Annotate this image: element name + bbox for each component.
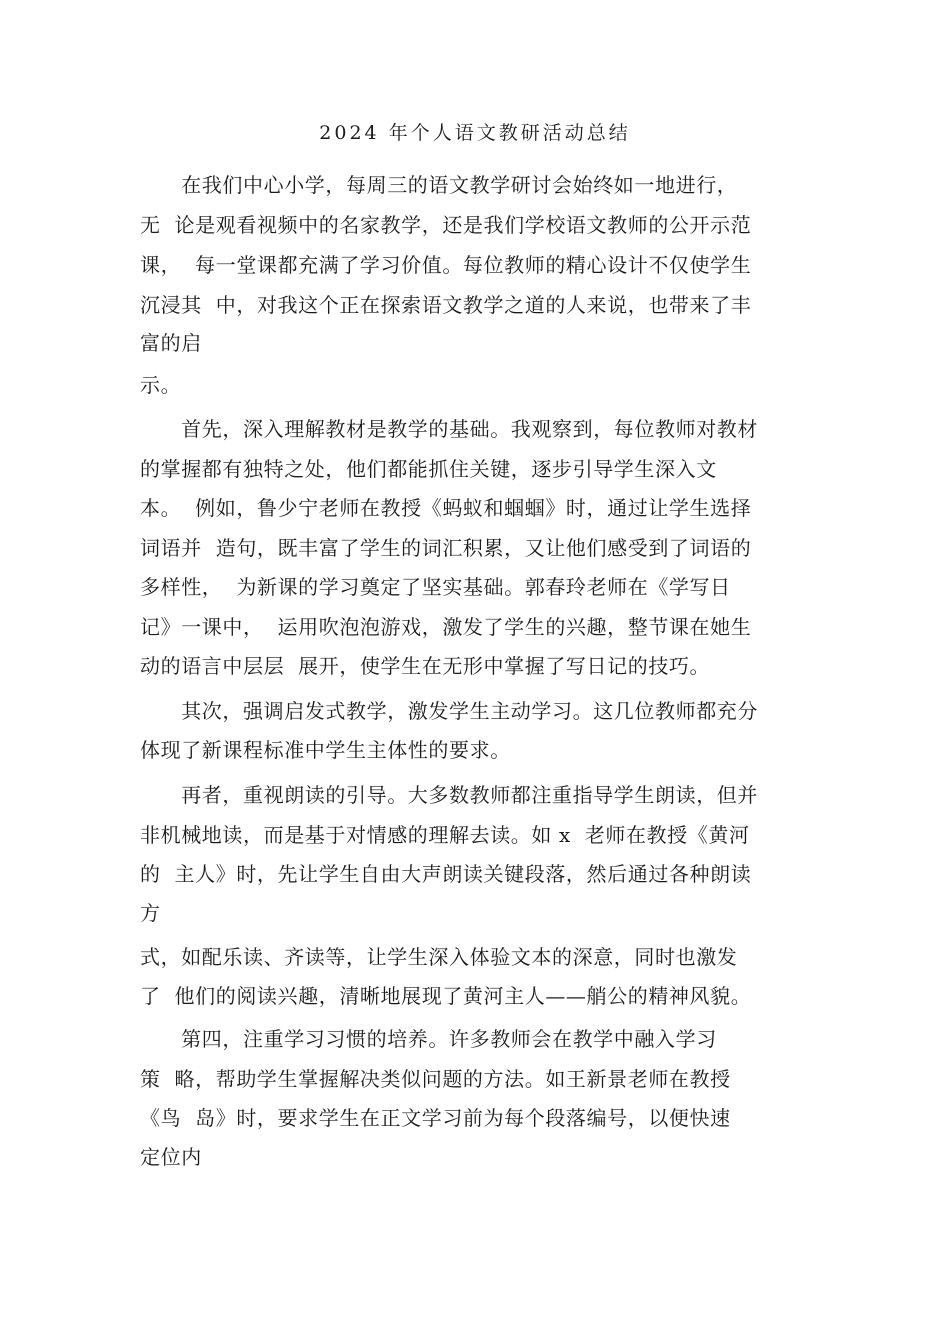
body-line: 多样性， 为新课的学习奠定了坚实基础。郭春玲老师在《学写日	[140, 575, 731, 599]
body-line: 示。	[140, 373, 182, 397]
body-line: 首先，深入理解教材是教学的基础。我观察到，每位教师对教材	[140, 417, 758, 441]
body-line: 《鸟 岛》时，要求学生在正文学习前为每个段落编号，以便快速	[140, 1106, 731, 1130]
body-line: 第四，注重学习习惯的培养。许多教师会在教学中融入学习	[140, 1027, 717, 1051]
body-line: 动的语言中层层 展开，使学生在无形中掌握了写日记的技巧。	[140, 654, 711, 678]
body-line: 词语并 造句，既丰富了学生的词汇积累，又让他们感受到了词语的	[140, 536, 752, 560]
body-line: 富的启	[140, 331, 202, 355]
body-line: 再者，重视朗读的引导。大多数教师都注重指导学生朗读，但并	[140, 783, 758, 807]
body-line: 了 他们的阅读兴趣，清晰地展现了黄河主人——艄公的精神风貌。	[140, 984, 752, 1008]
body-line: 在我们中心小学，每周三的语文教学研讨会始终如一地进行，	[140, 173, 738, 197]
body-line: 的掌握都有独特之处，他们都能抓住关键，逐步引导学生深入文	[140, 457, 717, 481]
body-line: 策 略，帮助学生掌握解决类似问题的方法。如王新景老师在教授	[140, 1067, 731, 1091]
body-line: 其次，强调启发式教学，激发学生主动学习。这几位教师都充分	[140, 699, 758, 723]
document-title: 2024 年个人语文教研活动总结	[319, 122, 631, 144]
body-line: 无 论是观看视频中的名家教学，还是我们学校语文教师的公开示范	[140, 213, 752, 237]
body-line: 的 主人》时，先让学生自由大声朗读关键段落，然后通过各种朗读	[140, 862, 752, 886]
body-line: 式，如配乐读、齐读等，让学生深入体验文本的深意，同时也激发	[140, 945, 738, 969]
body-line: 定位内	[140, 1145, 202, 1169]
body-line: 非机械地读，而是基于对情感的理解去读。如 x 老师在教授《黄河	[140, 823, 750, 847]
body-line: 沉浸其 中，对我这个正在探索语文教学之道的人来说，也带来了丰	[140, 293, 752, 317]
body-line: 本。 例如，鲁少宁老师在教授《蚂蚁和蝈蝈》时，通过让学生选择	[140, 496, 752, 520]
body-line: 课， 每一堂课都充满了学习价值。每位教师的精心设计不仅使学生	[140, 253, 752, 277]
body-line: 记》一课中， 运用吹泡泡游戏，激发了学生的兴趣，整节课在她生	[140, 615, 752, 639]
body-line: 方	[140, 901, 161, 925]
body-line: 体现了新课程标准中学生主体性的要求。	[140, 738, 511, 762]
